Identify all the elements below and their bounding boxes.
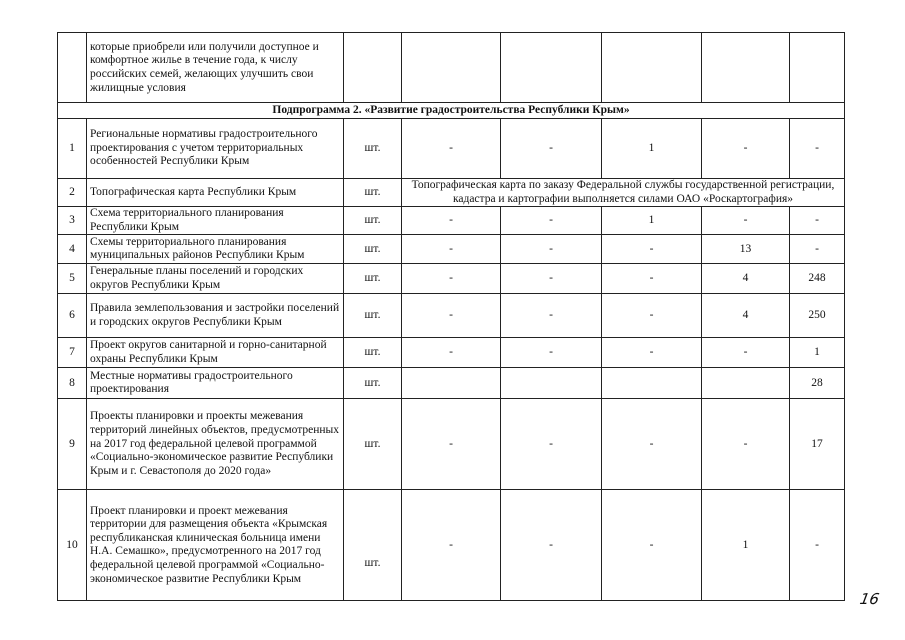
value-cell: - [501,338,602,368]
page-number: 16 [858,590,881,608]
indicator-name: Схемы территориального планирования муниципальных районов Республики Крым [87,235,344,264]
value-cell: - [501,119,602,179]
value-cell: - [702,207,790,235]
row-number: 10 [58,490,87,601]
table-row [58,338,845,368]
unit-cell: шт. [344,490,402,601]
value-cell: - [402,207,501,235]
row-number: 3 [58,207,87,235]
table-row [58,119,845,179]
indicator-name: Схема территориального планирования Республики Крым [87,207,344,235]
section-title: Подпрограмма 2. «Развитие градостроительства Республики Крым» [58,103,845,119]
row-number: 5 [58,264,87,294]
indicator-name: Проекты планировки и проекты межевания территорий линейных объектов, предусмотренных на 2017 год федеральной целевой программой «Социально-экономическое развитие Республики Крым и г. Севастополя до 2020 года» [87,399,344,490]
value-cell [702,368,790,399]
value-cell: - [402,264,501,294]
value-cell: - [501,294,602,338]
unit-cell: шт. [344,119,402,179]
table-row [58,294,845,338]
value-cell: - [402,235,501,264]
row-number: 4 [58,235,87,264]
unit-cell: шт. [344,264,402,294]
num-cell [58,33,87,103]
unit-cell: шт. [344,338,402,368]
value-cell: - [501,399,602,490]
value-cell: - [790,235,845,264]
value-cell: - [790,490,845,601]
value-cell: 248 [790,264,845,294]
value-cell: - [501,235,602,264]
value-cell: - [702,119,790,179]
indicator-name: Проект планировки и проект межевания территории для размещения объекта «Крымская республиканская клиническая больница имени Н.А. Семашко», предусмотренного на 2017 год федеральной целевой программой «Социально-экономическое развитие Республики Крым [87,490,344,601]
value-cell: - [402,294,501,338]
value-cell: - [501,207,602,235]
unit-cell: шт. [344,399,402,490]
unit-cell: шт. [344,207,402,235]
row-number: 7 [58,338,87,368]
unit-cell: шт. [344,294,402,338]
unit-cell: шт. [344,235,402,264]
value-cell: - [790,207,845,235]
indicator-name: Правила землепользования и застройки поселений и городских округов Республики Крым [87,294,344,338]
value-cell: - [702,399,790,490]
indicator-name: Местные нормативы градостроительного проектирования [87,368,344,399]
value-cell: - [602,338,702,368]
table-row [58,179,845,207]
table-row [58,490,845,601]
value-cell: - [602,235,702,264]
value-cell: - [602,294,702,338]
value-cell: 4 [702,294,790,338]
row-number: 1 [58,119,87,179]
value-cell: - [402,399,501,490]
value-cell: 4 [702,264,790,294]
value-cell [602,368,702,399]
value-cell: - [602,490,702,601]
indicator-name-cell: которые приобрели или получили доступное и комфортное жилье в течение года, к числу российских семей, желающих улучшить свои жилищные условия [87,33,344,103]
value-cell: 1 [602,207,702,235]
value-cell: - [602,399,702,490]
value-cell [402,368,501,399]
table-row [58,368,845,399]
indicators-table [57,32,845,601]
value-cell: 13 [702,235,790,264]
table-row [58,399,845,490]
indicator-name: Проект округов санитарной и горно-санитарной охраны Республики Крым [87,338,344,368]
value-cell: 17 [790,399,845,490]
value-cell: - [501,264,602,294]
table-row-continuation [58,33,845,103]
value-cell: - [402,338,501,368]
value-cell: 250 [790,294,845,338]
unit-cell: шт. [344,368,402,399]
value-cell: - [402,490,501,601]
section-header-row [58,103,845,119]
unit-cell: шт. [344,179,402,207]
row-number: 2 [58,179,87,207]
value-cell [501,368,602,399]
indicator-name: Топографическая карта Республики Крым [87,179,344,207]
value-cell: - [602,264,702,294]
value-cell: - [702,338,790,368]
value-cell: - [790,119,845,179]
row-number: 6 [58,294,87,338]
row-number: 8 [58,368,87,399]
row-number: 9 [58,399,87,490]
value-cell: 28 [790,368,845,399]
table-row [58,264,845,294]
value-cell: 1 [790,338,845,368]
indicator-name: Генеральные планы поселений и городских округов Республики Крым [87,264,344,294]
table-row [58,207,845,235]
value-cell: - [501,490,602,601]
value-cell: 1 [702,490,790,601]
merged-note-cell: Топографическая карта по заказу Федеральной службы государственной регистрации, кадастра и картографии выполняется силами ОАО «Роскартография» [402,179,845,207]
value-cell: - [402,119,501,179]
table-row [58,235,845,264]
indicator-name: Региональные нормативы градостроительного проектирования с учетом территориальных особенностей Республики Крым [87,119,344,179]
value-cell: 1 [602,119,702,179]
